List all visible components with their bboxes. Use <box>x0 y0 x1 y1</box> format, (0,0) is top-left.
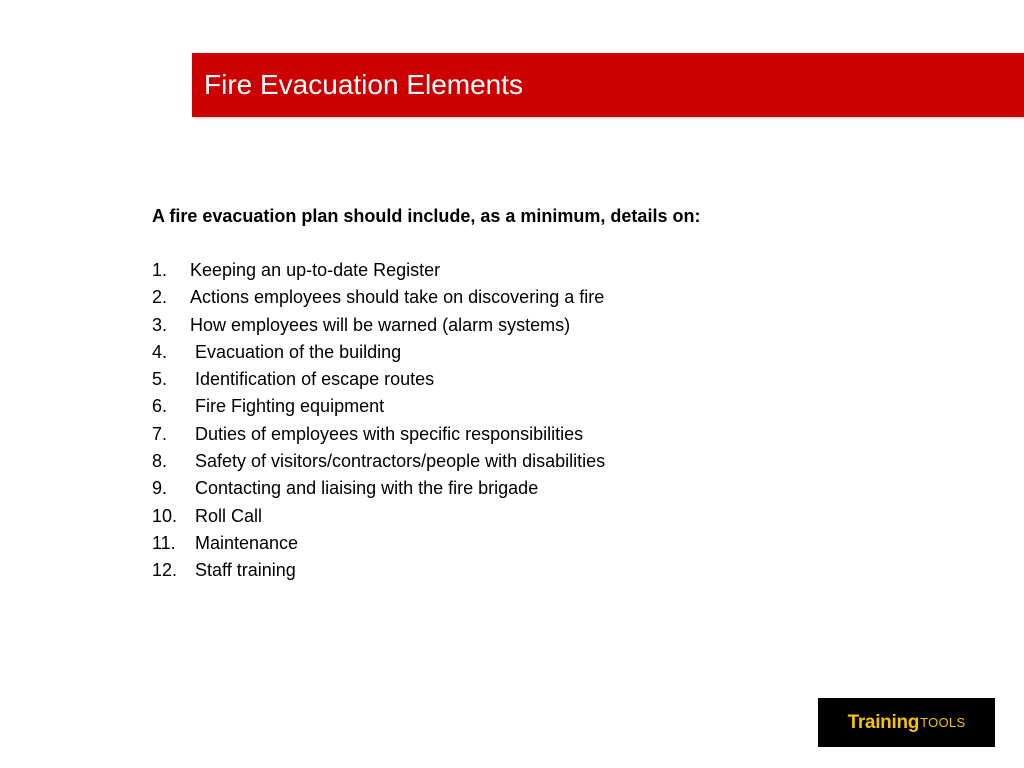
list-item-number: 8. <box>152 451 168 472</box>
list-item <box>152 503 912 530</box>
list-item-text: Staff training <box>195 560 296 581</box>
logo-sub-text: TOOLS <box>920 715 966 730</box>
list-item-text: Fire Fighting equipment <box>195 396 385 417</box>
list-item-text: Keeping an up-to-date Register <box>190 260 441 280</box>
list-item-number: 2. <box>152 287 168 308</box>
list-item-number: 1. <box>152 260 168 280</box>
list-item-text: Contacting and liaising with the fire brigade <box>195 478 539 499</box>
list-item <box>152 257 912 284</box>
intro-text: A fire evacuation plan should include, as a minimum, details on: <box>152 206 701 226</box>
list-item-number: 10. <box>152 505 178 526</box>
list-item <box>152 421 912 448</box>
list-item-number: 12. <box>152 560 178 581</box>
training-tools-logo <box>818 698 995 747</box>
title-bar <box>192 53 1024 117</box>
list-item-text: Safety of visitors/contractors/people with disabilities <box>195 451 606 472</box>
list-item-number: 9. <box>152 478 168 499</box>
list-item-text: Evacuation of the building <box>195 341 402 362</box>
list-item-text: Duties of employees with specific responsibilities <box>195 423 584 444</box>
list-item <box>152 557 912 584</box>
list-item-number: 11. <box>152 532 176 553</box>
list-item-number: 3. <box>152 314 168 335</box>
list-item-number: 6. <box>152 396 168 417</box>
logo-brand-text: Training <box>847 711 920 733</box>
list-item <box>152 312 912 339</box>
list-item-text: Actions employees should take on discovering a fire <box>190 287 605 308</box>
list-item <box>152 530 912 557</box>
list-item-text: How employees will be warned (alarm systems) <box>190 314 571 335</box>
slide-content <box>152 203 912 585</box>
evacuation-elements-list <box>152 257 912 585</box>
list-item-text: Roll Call <box>195 505 263 526</box>
list-item-text: Maintenance <box>195 532 299 553</box>
list-item <box>152 448 912 475</box>
list-item-number: 7. <box>152 423 168 444</box>
list-item-number: 4. <box>152 341 168 362</box>
list-item <box>152 284 912 311</box>
list-item <box>152 393 912 420</box>
list-item <box>152 339 912 366</box>
list-item <box>152 366 912 393</box>
slide-title: Fire Evacuation Elements <box>204 69 524 100</box>
list-item-number: 5. <box>152 369 168 390</box>
list-item-text: Identification of escape routes <box>195 369 435 390</box>
list-item <box>152 475 912 502</box>
